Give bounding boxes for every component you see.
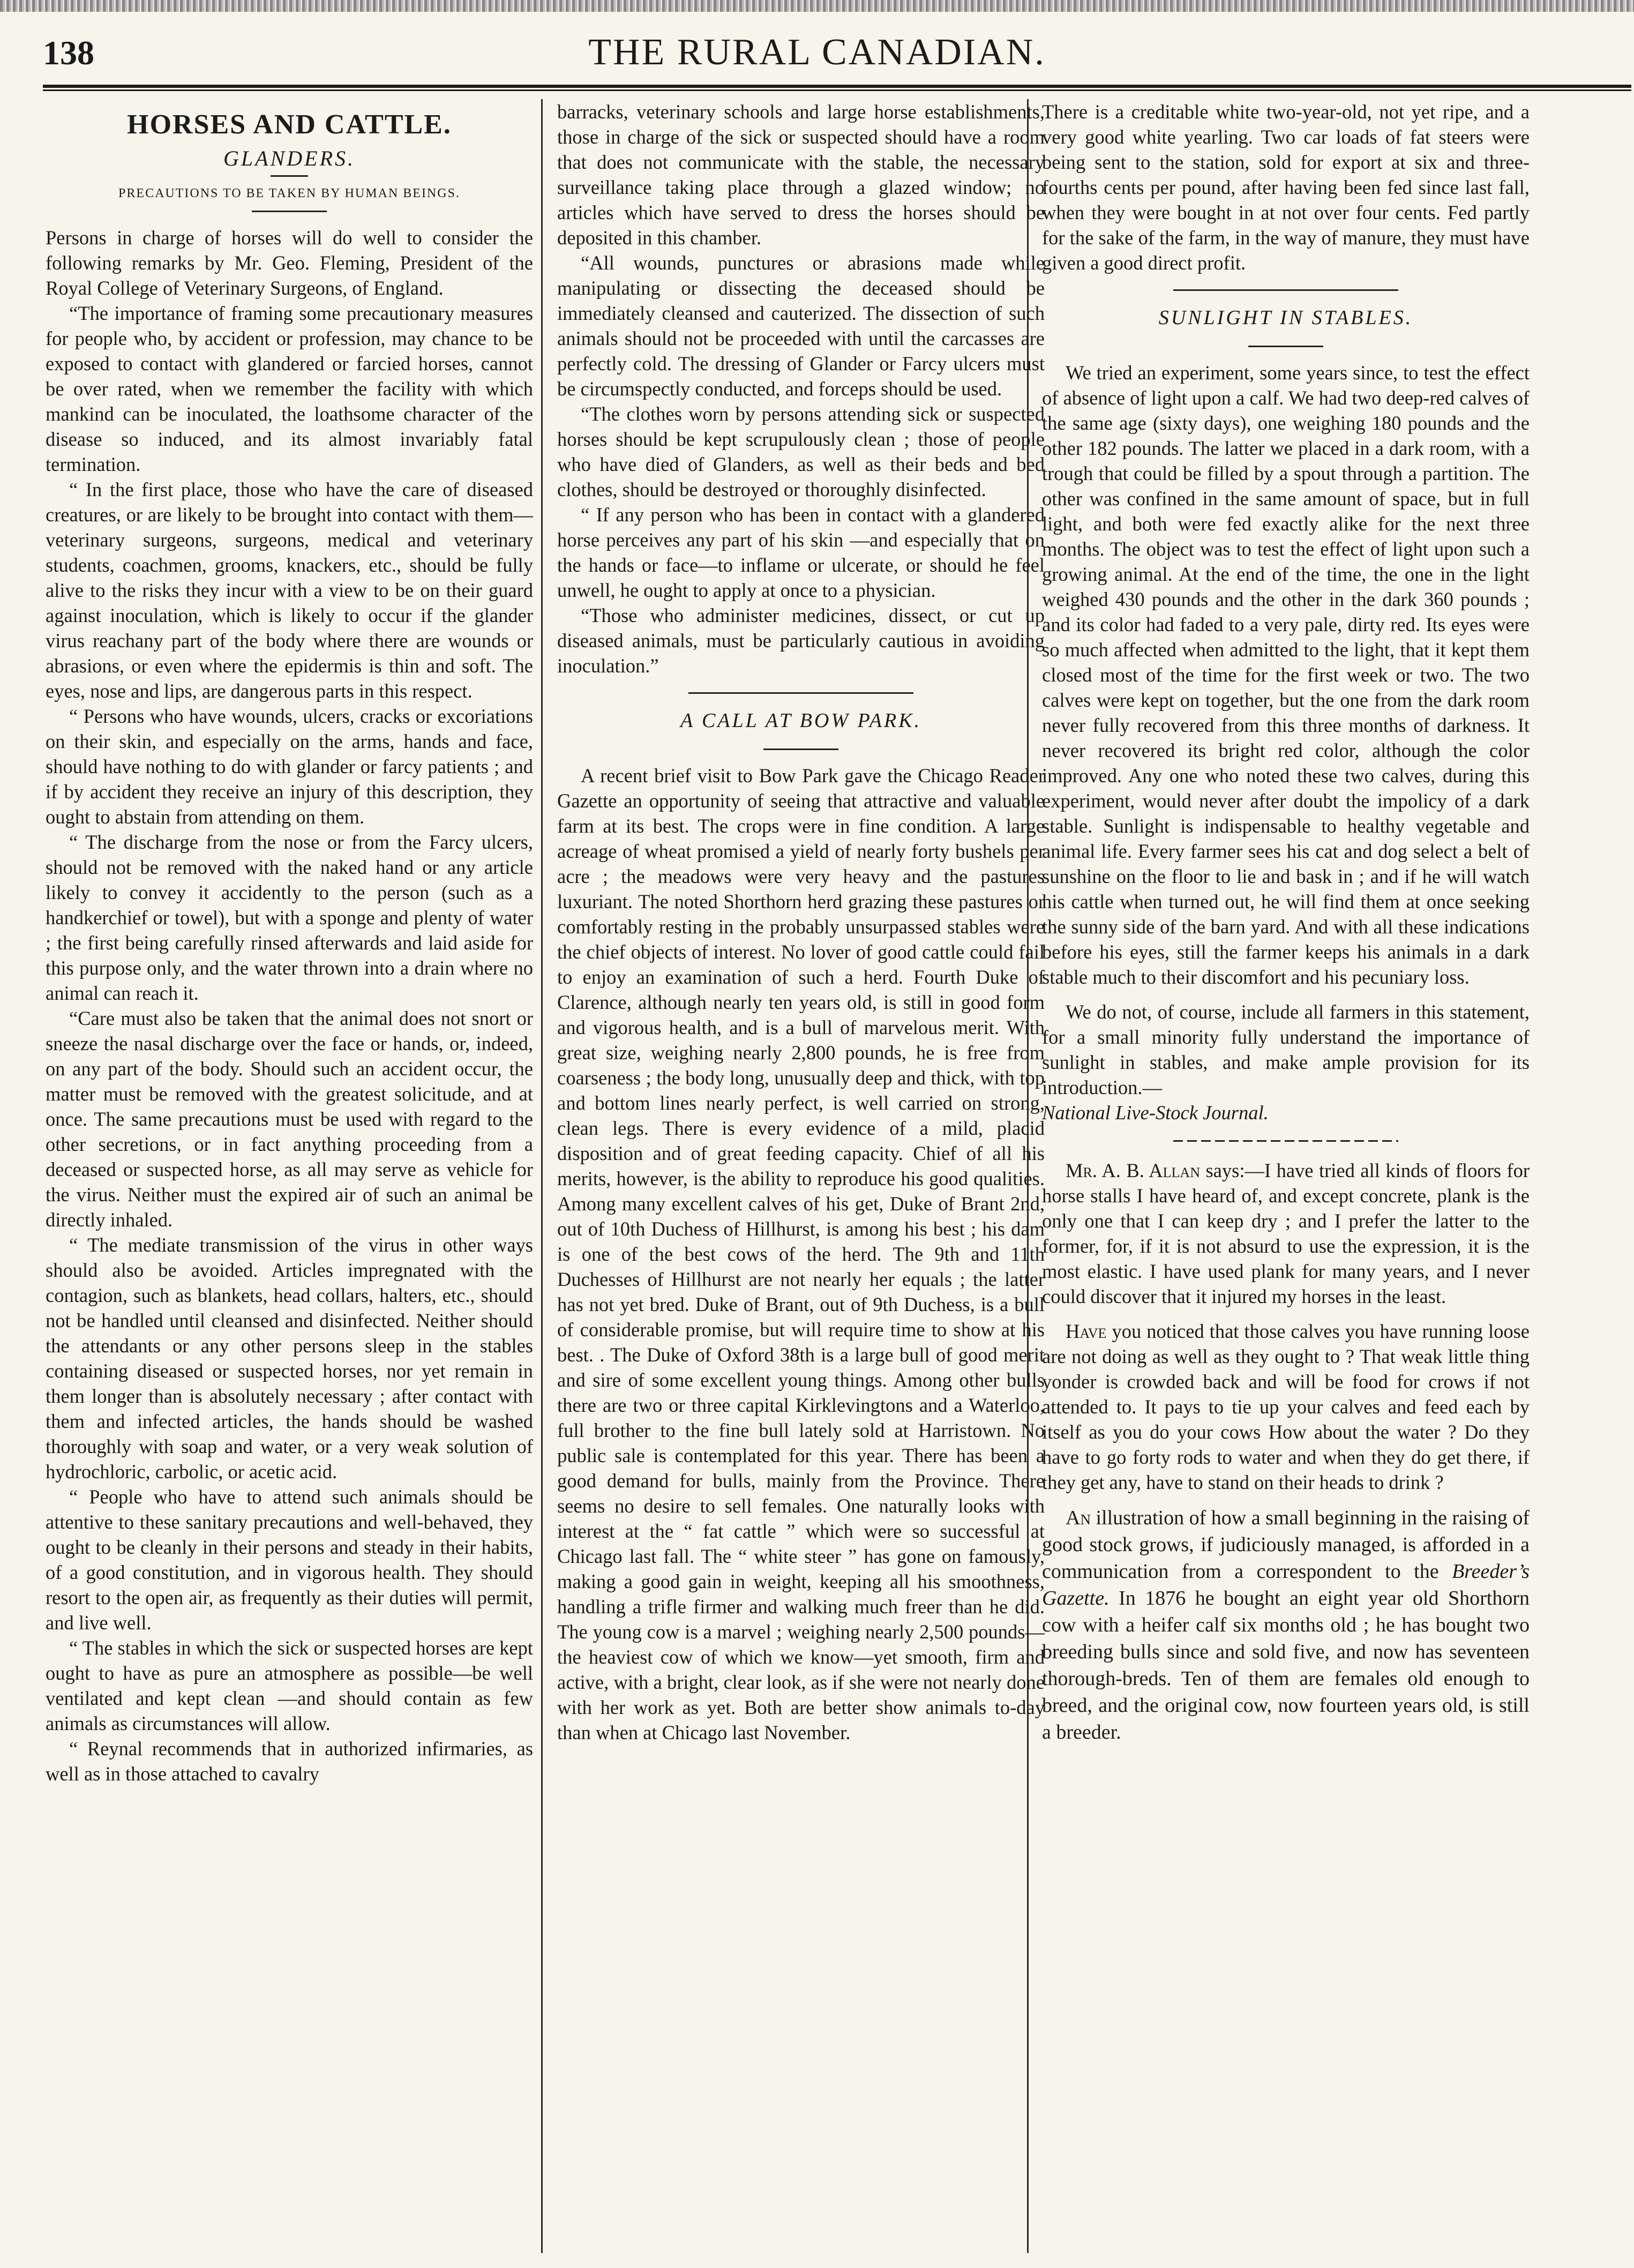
paragraph: barracks, veterinary schools and large horse establishments, those in charge of the sick or suspected should have a room that does not communicate with the stable, the necessary surveillance taking place through a glazed window; no articles which have served to dress the horses should be deposited in this chamber.: [557, 101, 1045, 249]
paragraph: “ Reynal recommends that in authorized infirmaries, as well as in those attached to cavalry: [46, 1738, 533, 1785]
paragraph-allan: [1042, 1158, 1530, 1309]
precaution-line: PRECAUTIONS TO BE TAKEN BY HUMAN BEINGS.: [118, 186, 460, 200]
divider: [763, 748, 838, 750]
paragraph: We tried an experiment, some years since, to test the effect of absence of light upon a calf. We had two deep-red calves of the same age (sixty days), one weighing 180 pounds and the other 182 pounds. The latter we placed in a dark room, with a trough that could be filled by a spout through a partition. The other was confined in the same amount of space, but in full light, and both were fed exactly alike for the next three months. The object was to test the effect of light upon such a growing animal. At the end of the time, the one in the light weighed 430 pounds and the other in the dark 360 pounds ; and its color had faded to a very pale, dirty red. Its eyes were so much affected when admitted to the light, that it kept them closed most of the time for the first week or two. The two calves were kept on together, but the one from the dark room never fully recovered from this three months of darkness. It never recovered its bright red color, although the color improved. Any one who noted these two calves, during this experiment, would never after doubt the impolicy of a dark stable. Sunlight is indispensable to healthy vegetable and animal life. Every farmer sees his cat and dog select a belt of sunshine on the floor to lie and bask in ; and if he will watch his cattle when turned out, he will find them at once seeking the sunny side of the barn yard. And with all these indications before his eyes, still the farmer keeps his animals in a dark stable much to their discomfort and his pecuniary loss.: [1042, 362, 1530, 988]
paragraph: “ The discharge from the nose or from the Farcy ulcers, should not be removed with the naked hand or any article likely to convey it accidently to the person (such as a handkerchief or towel), but with a sponge and plenty of water ; the first being carefully rinsed afterwards and laid aside for this purpose only, and the water thrown into a drain where no animal can reach it.: [46, 831, 533, 1004]
lead-word: An: [1066, 1507, 1091, 1529]
paragraph-illustration: [1042, 1504, 1530, 1746]
divider: [271, 175, 308, 177]
dashed-divider: [1173, 1140, 1398, 1142]
lead-name: Mr. A. B. Allan: [1066, 1159, 1200, 1181]
subtitle-glanders: GLANDERS.: [223, 146, 355, 170]
paragraph: Persons in charge of horses will do well to consider the following remarks by Mr. Geo. Fleming, President of the Royal College of Veterinary Surgeons, of England.: [46, 227, 533, 299]
paragraph: “All wounds, punctures or abrasions made while manipulating or dissecting the deceased should be immediately cleansed and cauterized. The dissection of such animals should not be proceeded with until the carcasses are perfectly cold. The dressing of Glander or Farcy ulcers must be circumspectly conducted, and forceps should be used.: [557, 252, 1045, 400]
divider: [1248, 346, 1323, 347]
paragraph: A recent brief visit to Bow Park gave the Chicago Reader Gazette an opportunity of seeing that attractive and valuable farm at its best. The crops were in fine condition. A large acreage of wheat promised a yield of nearly forty bushels per acre ; the meadows were very heavy and the pastures luxuriant. The noted Shorthorn herd grazing these pastures or comfortably resting in the probably unsurpassed stables were the chief objects of interest. No lover of good cattle could fail to enjoy an examination of such a herd. Fourth Duke of Clarence, although nearly ten years old, is still in good form and vigorous health, and is a bull of marvelous merit. With great size, weighing nearly 2,800 pounds, he is free from coarseness ; the body long, unusually deep and thick, with top and bottom lines nearly perfect, is well carried on strong, clean legs. There is every evidence of a mild, placid disposition and of great feeding capacity. Chief of all his merits, however, is the ability to reproduce his good qualities. Among many excellent calves of his get, Duke of Brant 2nd, out of 10th Duchess of Hillhurst, is among his best ; his dam is one of the best cows of the herd. The 9th and 11th Duchesses of Hillhurst are not nearly her equals ; the latter has not yet bred. Duke of Brant, out of 9th Duchess, is a bull of considerable promise, but will require time to show at his best. . The Duke of Oxford 38th is a large bull of good merit and sire of some excellent young things. Among other bulls there are two or three capital Kirklevingtons and a Waterloo, full brother to the fine bull lately sold at Harristown. No public sale is contemplated for this year. There has been a good demand for bulls, mainly from the Province. There seems no desire to sell females. One naturally looks with interest at the “ fat cattle ” which were so successful at Chicago last fall. The “ white steer ” has gone on famously, making a good gain in weight, keeping all his smoothness, handling a trifle firmer and walking much freer than he did. The young cow is a marvel ; weighing nearly 2,500 pounds—the heaviest cow of which we know—yet smooth, firm and active, with a bright, clear look, as if she were not nearly done with her work as yet. Both are better show animals to-day than when at Chicago last November.: [557, 765, 1045, 1743]
scan-edge-strip: [0, 0, 1634, 12]
page-number: 138: [43, 34, 94, 72]
paragraph: “The clothes worn by persons attending sick or suspected horses should be kept scrupulously clean ; those of people who have died of Glanders, as well as their beds and bed clothes, should be destroyed or thoroughly disinfected.: [557, 403, 1045, 500]
section-title-sunlight: SUNLIGHT IN STABLES.: [1158, 306, 1413, 329]
paragraph-text: illustration of how a small beginning in the raising of good stock grows, if judiciously managed, is afforded in a communication from a correspondent to the: [1042, 1507, 1530, 1583]
masthead-rule: [43, 85, 1631, 91]
column-1: [46, 99, 533, 2253]
paragraph: There is a creditable white two-year-old, not yet ripe, and a very good white yearling. Two car loads of fat steers were being sent to the station, sold for export at six and three-fourths cents per pound, after having been fed since last fall, when they were bought in at not over four cents. Fed partly for the sake of the farm, in the way of manure, they must have given a good direct profit.: [1042, 101, 1530, 274]
paragraph: “ The stables in which the sick or suspected horses are kept ought to have as pure an atmosphere as possible—be well ventilated and kept clean —and should contain as few animals as circumstances will allow.: [46, 1637, 533, 1734]
source-italic: Breeder’s Gazette.: [1042, 1560, 1530, 1610]
section-title-horses-cattle: HORSES AND CATTLE.: [127, 109, 452, 140]
column-2: [557, 99, 1045, 2253]
paragraph: “ The mediate transmission of the virus in other ways should also be avoided. Articles impregnated with the contagion, such as blankets, head collars, halters, etc., should not be handled until cleansed and disinfected. Neither should the attendants or any other persons sleep in the stables containing diseased or suspected horses, nor yet remain in them longer than is absolutely necessary ; after contact with them and infected articles, the hands should be washed thoroughly with soap and water, or a very weak solution of hydrochloric, carbolic, or acetic acid.: [46, 1234, 533, 1483]
paragraph-text: you noticed that those calves you have running loose are not doing as well as they ought to ? That weak little thing yonder is crowded back and will be food for crows if not attended to. It pays to tie up your calves and feed each by itself as you do your cows How about the water ? Do they have to go forty rods to water and when they do get there, if they get any, have to stand on their heads to drink ?: [1042, 1320, 1530, 1493]
paragraph: “Those who administer medicines, dissect, or cut up diseased animals, must be particularly cautious in avoiding inoculation.”: [557, 604, 1045, 677]
paragraph-calves: [1042, 1319, 1530, 1495]
paragraph: We do not, of course, include all farmers in this statement, for a small minority fully understand the importance of sunlight in stables, and make ample provision for its introduction.—: [1042, 1001, 1530, 1098]
column-3: [1042, 99, 1530, 2253]
paragraph: “ People who have to attend such animals should be attentive to these sanitary precautions and well-behaved, they ought to be cleanly in their persons and steady in their habits, of a good constitution, and in vigorous health. They should resort to the open air, as frequently as their duties will permit, and live well.: [46, 1486, 533, 1634]
paragraph-text: In 1876 he bought an eight year old Shorthorn cow with a heifer calf six months old ; he has bought two breeding bulls since and sold five, and now has seventeen thorough-breds. Ten of them are females old enough to breed, and the original cow, now fourteen years old, is still a breeder.: [1042, 1587, 1530, 1743]
section-divider: [1173, 289, 1398, 291]
divider: [252, 211, 327, 212]
paragraph: “ If any person who has been in contact with a glandered horse perceives any part of his skin —and especially that on the hands or face—to inflame or ulcerate, or should he feel unwell, he ought to apply at once to a physician.: [557, 504, 1045, 601]
column-divider-1: [541, 99, 543, 2253]
paragraph: “ Persons who have wounds, ulcers, cracks or excoriations on their skin, and especially on the arms, hands and face, should have nothing to do with glander or farcy patients ; and if by accident they receive an injury of this description, they ought to abstain from attending on them.: [46, 705, 533, 828]
paragraph: “Care must also be taken that the animal does not snort or sneeze the nasal discharge over the face or hands, or, indeed, on any part of the body. Should such an accident occur, the matter must be removed with the greatest solicitude, and at once. The same precautions must be used with regard to the other secretions, or in fact anything proceeding from a deceased or suspected horse, as all may serve as vehicle for the virus. Neither must the expired air of such an animal be directly inhaled.: [46, 1007, 533, 1231]
page-title: THE RURAL CANADIAN.: [588, 32, 1046, 73]
paragraph-text: says:—I have tried all kinds of floors for horse stalls I have heard of, and except concrete, plank is the only one that I can keep dry ; and I prefer the latter to the former, for, if it is not absurd to use the expression, it is the most elastic. I have used plank for many years, and I never could discover that it injured my horses in the least.: [1042, 1159, 1530, 1307]
source-credit: National Live-Stock Journal.: [1042, 1102, 1269, 1124]
lead-word: Have: [1066, 1320, 1107, 1342]
section-divider: [688, 692, 913, 694]
paragraph: “ In the first place, those who have the care of diseased creatures, or are likely to be brought into contact with them—veterinary surgeons, surgeons, medical and veterinary students, coachmen, grooms, knackers, etc., should be fully alive to the risks they incur with a view to be on their guard against inoculation, which is likely to occur if the glander virus reachany part of the body where there are wounds or abrasions, or even where the epidermis is thin and soft. The eyes, nose and lips, are dangerous parts in this respect.: [46, 478, 533, 702]
section-title-bow-park: A CALL AT BOW PARK.: [680, 709, 922, 732]
paragraph: “The importance of framing some precautionary measures for people who, by accident or profession, may chance to be exposed to contact with glandered or farcied horses, cannot be over rated, when we remember the facility with which mankind can be inoculated, the loathsome character of the disease so induced, and its almost invariably fatal termination.: [46, 302, 533, 475]
